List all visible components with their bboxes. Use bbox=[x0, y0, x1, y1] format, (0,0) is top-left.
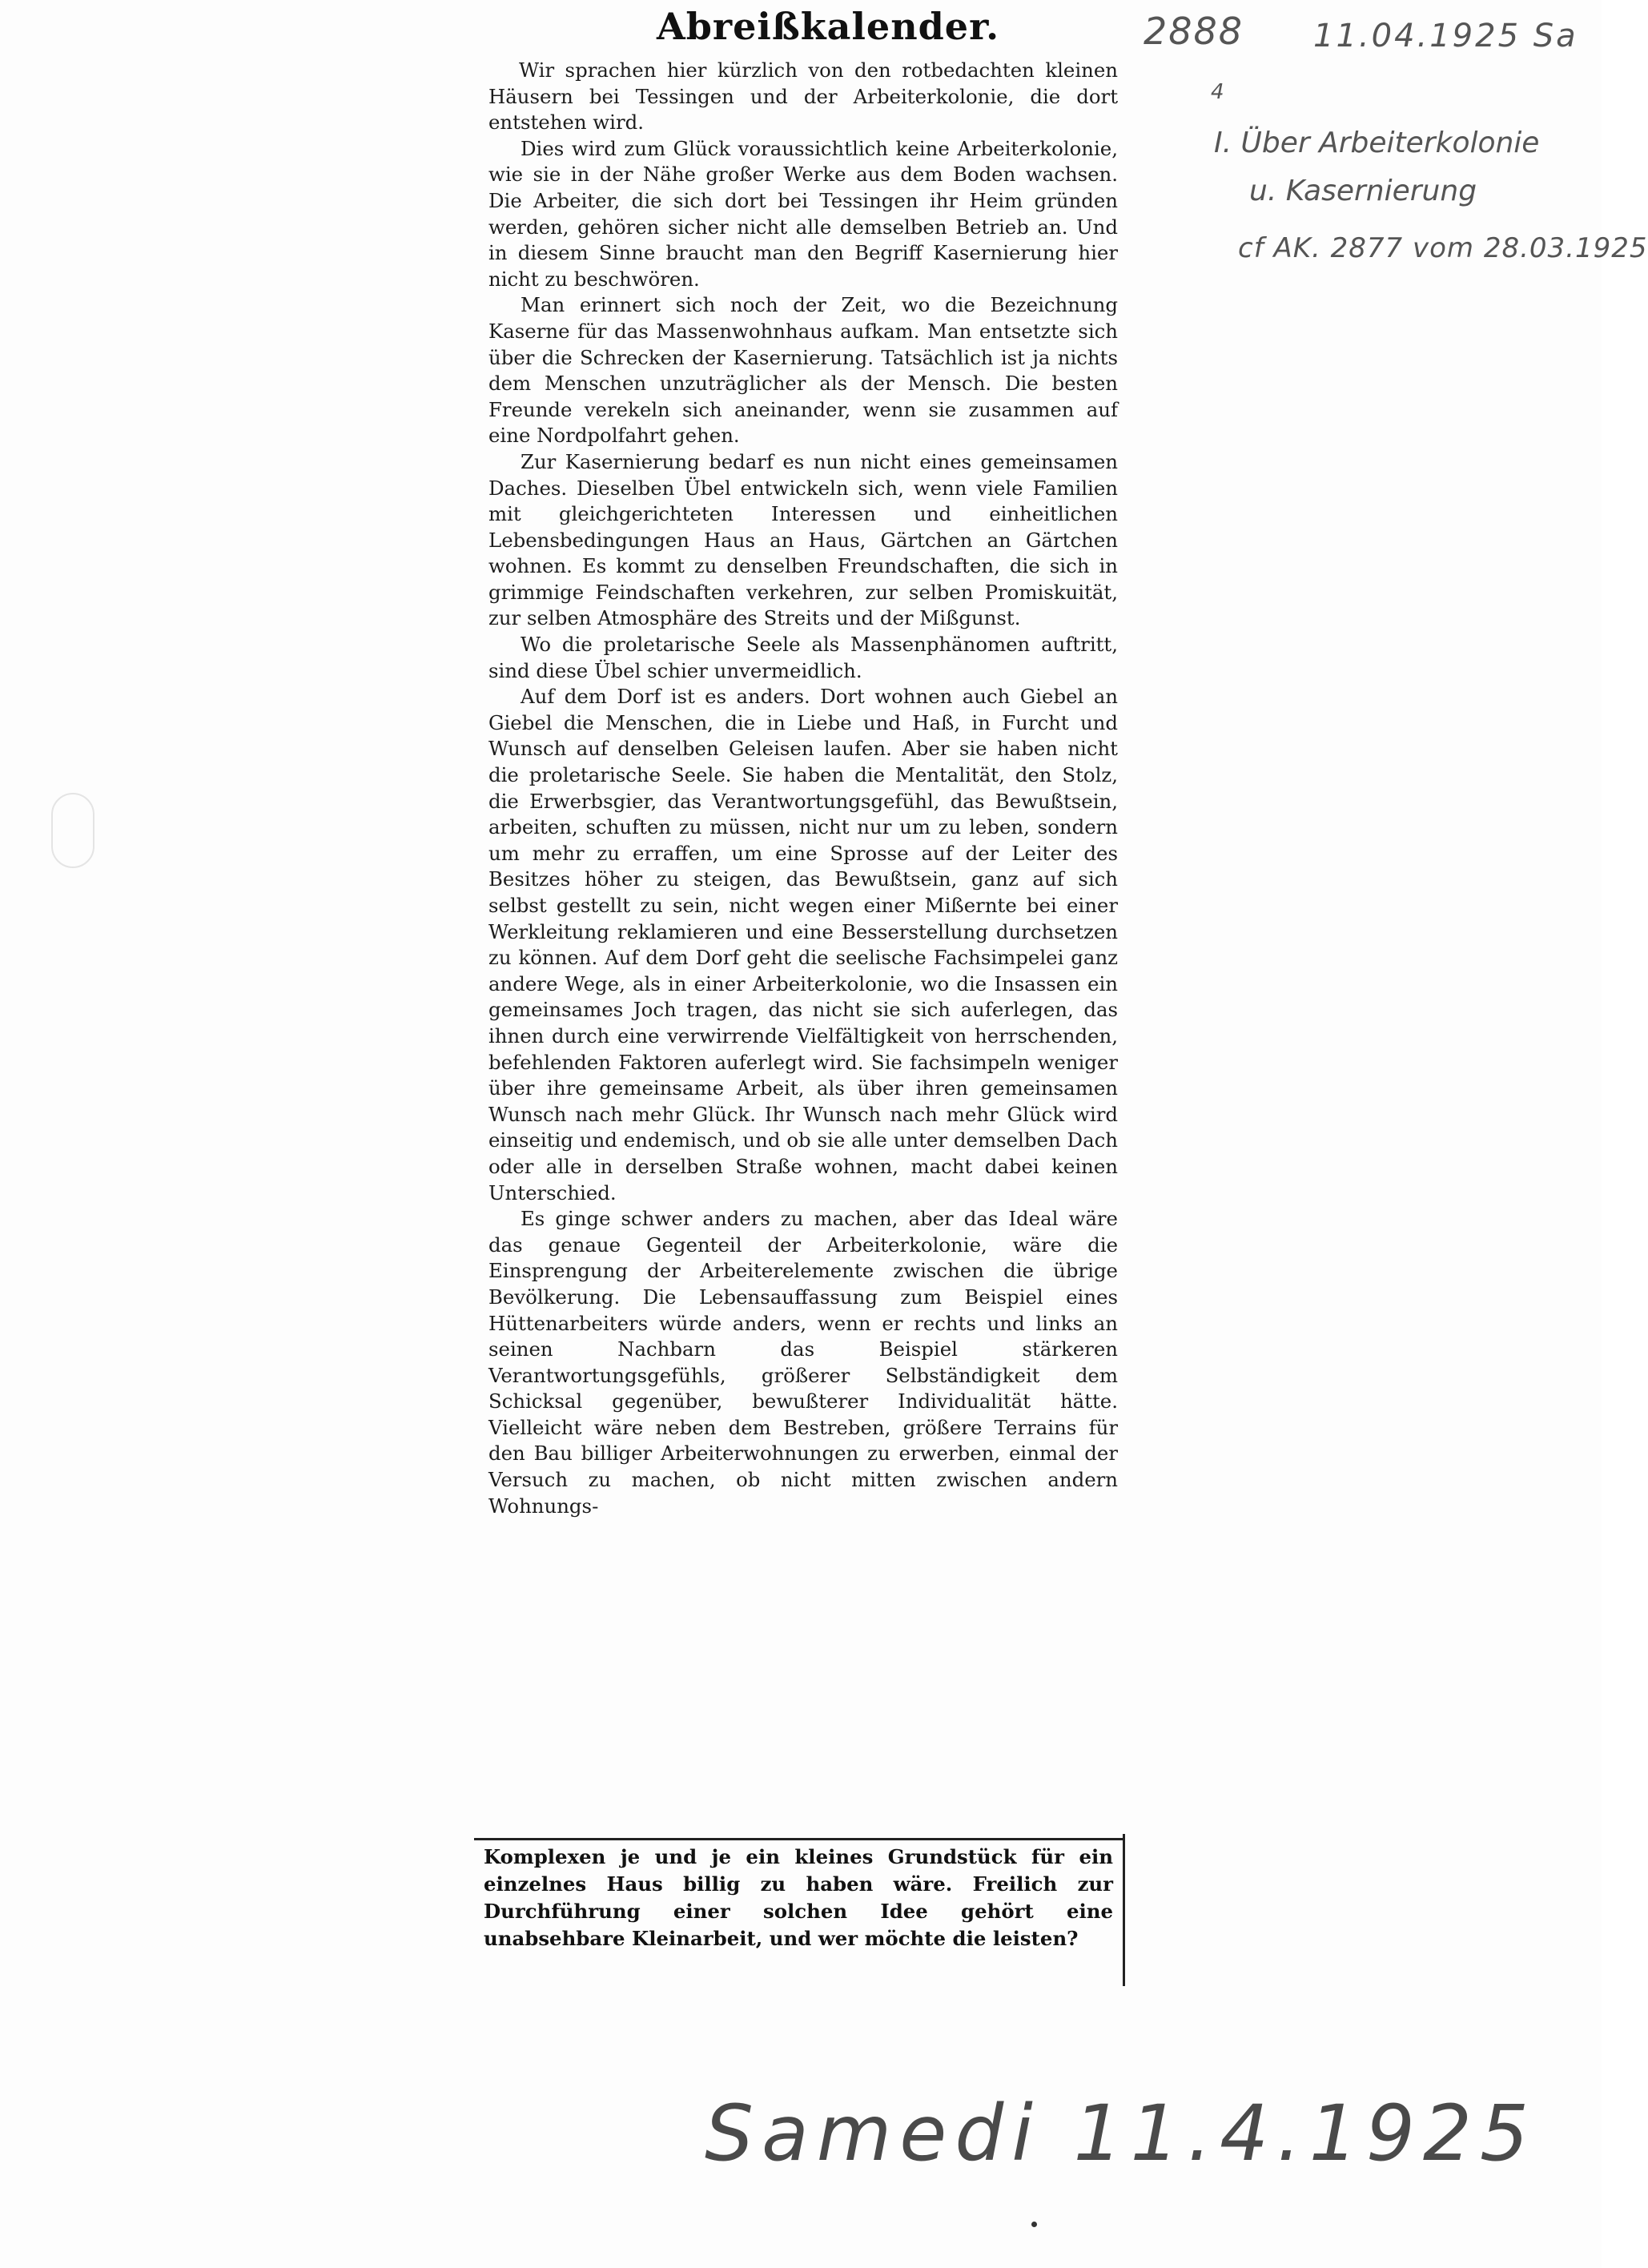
article-continuation bbox=[484, 1844, 1113, 1984]
article-paragraph: Es ginge schwer anders zu machen, aber das Ideal wäre das genaue Gegenteil der Arbeiterkolonie, wäre die Einsprengung der Arbeiterelemente zwischen die übrige Bevölkerung. Die Lebensauffassung zum Beispiel eines Hüttenarbeiters würde anders, wenn er rechts und links an seinen Nachbarn das Beispiel stärkeren Verantwortungsgefühls, größerer Selbständigkeit dem Schicksal gegenüber, bewußterer Individualität hätte. Vielleicht wäre neben dem Bestreben, größere Terrains für den Bau billiger Arbeiterwohnungen zu erwerben, einmal der Versuch zu machen, ob nicht mitten zwischen andern Wohnungs- bbox=[488, 1207, 1118, 1518]
punch-hole-mark bbox=[51, 793, 94, 868]
ink-speck bbox=[1031, 2222, 1037, 2227]
article-paragraph: Wo die proletarische Seele als Massenphänomen auftritt, sind diese Übel schier unvermeidlich. bbox=[488, 633, 1118, 682]
column-edge-line bbox=[1123, 1834, 1125, 1986]
article-paragraph: Zur Kasernierung bedarf es nun nicht eines gemeinsamen Daches. Dieselben Übel entwickeln sich, wenn viele Familien mit gleichgerichteten Interessen und einheitlichen Lebensbedingungen Haus an Haus, Gärtchen an Gärtchen wohnen. Es kommt zu denselben Freundschaften, die sich in grimmige Feindschaften verkehren, zur selben Promiskuität, zur selben Atmosphäre des Streits und der Mißgunst. bbox=[488, 449, 1118, 630]
handwritten-note-number: 4 bbox=[1211, 80, 1224, 104]
handwritten-note-line: cf AK. 2877 vom 28.03.1925 bbox=[1238, 232, 1648, 264]
column-divider-line bbox=[474, 1838, 1123, 1840]
handwritten-note-line: I. Über Arbeiterkolonie bbox=[1214, 127, 1540, 159]
article-paragraph: Man erinnert sich noch der Zeit, wo die Bezeichnung Kaserne für das Massenwohnhaus aufkam. Man entsetzte sich über die Schrecken der Kasernierung. Tatsächlich ist ja nichts dem Menschen unzuträglicher als der Mensch. Die besten Freunde verekeln sich aneinander, wenn sie zusammen auf eine Nordpolfahrt gehen. bbox=[488, 293, 1118, 448]
article-body bbox=[488, 58, 1118, 1828]
article-headline: Abreißkalender. bbox=[657, 5, 1000, 48]
continuation-paragraph: Komplexen je und je ein kleines Grundstück für ein einzelnes Haus billig zu haben wäre. Freilich zur Durchführung einer solchen Idee gehört eine unabsehbare Kleinarbeit, und wer möchte die leisten? bbox=[484, 1845, 1113, 1950]
article-paragraph: Auf dem Dorf ist es anders. Dort wohnen auch Giebel an Giebel die Menschen, die in Liebe und Haß, in Furcht und Wunsch auf denselben Geleisen laufen. Aber sie haben nicht die proletarische Seele. Sie haben die Mentalität, den Stolz, die Erwerbsgier, das Verantwortungsgefühl, das Bewußtsein, arbeiten, schuften zu müssen, nicht nur um zu leben, sondern um mehr zu erraffen, um eine Sprosse auf der Leiter des Besitzes höher zu steigen, das Bewußtsein, ganz auf sich selbst gestellt zu sein, nicht wegen einer Mißernte bei einer Werkleitung reklamieren und eine Besserstellung durchsetzen zu können. Auf dem Dorf geht die seelische Fachsimpelei ganz andere Wege, als in einer Arbeiterkolonie, wo die Insassen ein gemeinsames Joch tragen, das nicht sie sich auferlegen, das ihnen durch eine verwirrende Vielfältigkeit von herrschenden, befehlenden Faktoren auferlegt wird. Sie fachsimpeln weniger über ihre gemeinsame Arbeit, als über ihren gemeinsamen Wunsch nach mehr Glück. Ihr Wunsch nach mehr Glück wird einseitig und endemisch, und ob sie alle unter demselben Dach oder alle in derselben Straße wohnen, macht dabei keinen Unterschied. bbox=[488, 685, 1118, 1204]
article-paragraph: Wir sprachen hier kürzlich von den rotbedachten kleinen Häusern bei Tessingen und der Arbeiterkolonie, die dort entstehen wird. bbox=[488, 58, 1118, 135]
article-paragraph: Dies wird zum Glück voraussichtlich keine Arbeiterkolonie, wie sie in der Nähe großer Werke aus dem Boden wachsen. Die Arbeiter, die sich dort bei Tessingen ihr Heim gründen werden, gehören sicher nicht alle demselben Betrieb an. Und in diesem Sinne braucht man den Begriff Kasernierung hier nicht zu beschwören. bbox=[488, 136, 1118, 291]
handwritten-archive-number: 2888 bbox=[1144, 10, 1244, 53]
handwritten-note-line: u. Kasernierung bbox=[1249, 175, 1477, 207]
handwritten-bottom-date: Samedi 11.4.1925 bbox=[705, 2089, 1537, 2178]
handwritten-date: 11.04.1925 Sa bbox=[1313, 18, 1578, 54]
